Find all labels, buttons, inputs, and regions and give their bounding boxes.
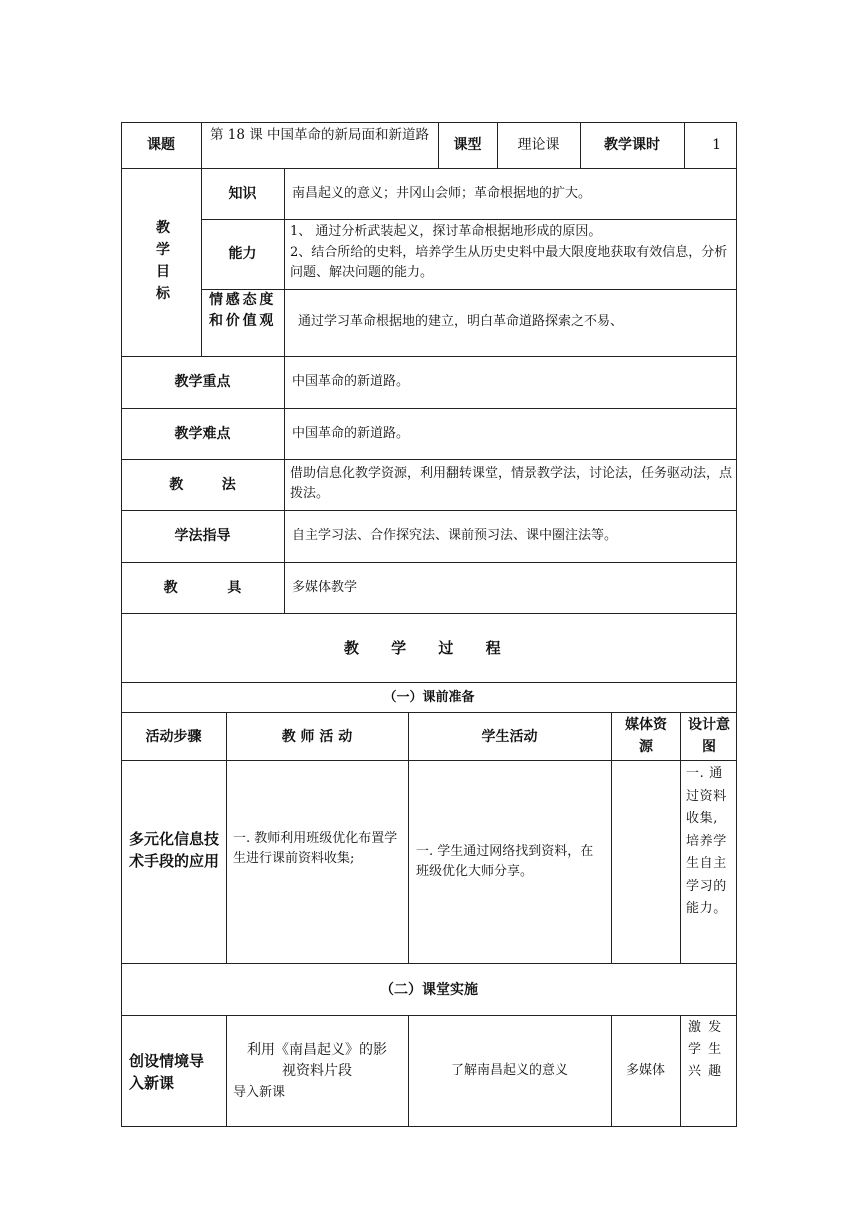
rule	[121, 356, 737, 357]
study-guide-label: 学法指导	[174, 528, 231, 544]
hours-value: 1	[712, 137, 721, 153]
teaching-tools-label: 教 具	[163, 580, 242, 596]
col-step-header: 活动步骤	[145, 729, 202, 745]
topic-value: 第 18 课 中国革命的新局面和新道路	[210, 127, 430, 143]
teaching-method-label: 教 法	[169, 477, 236, 493]
rule	[121, 712, 737, 713]
col-student-header: 学生活动	[481, 729, 538, 745]
key-point-label: 教学重点	[174, 374, 231, 390]
section-2-title: （二）课堂实施	[380, 982, 478, 998]
rule	[121, 963, 737, 964]
rule	[121, 510, 737, 511]
rule	[121, 459, 737, 460]
col-media-header: 媒体资源	[625, 717, 667, 755]
row2-student: 了解南昌起义的意义	[450, 1063, 568, 1078]
difficult-point-value: 中国革命的新道路。	[292, 426, 410, 441]
teaching-tools-value: 多媒体教学	[292, 580, 358, 595]
col-teacher-header: 教 师 活 动	[281, 729, 353, 745]
ability-label: 能力	[228, 246, 257, 262]
row2-teacher-line-1: 利用《南昌起义》的影	[247, 1042, 387, 1058]
emotion-label: 情感态度和价值观	[209, 292, 277, 329]
rule	[680, 712, 681, 963]
row2-media: 多媒体	[625, 1063, 665, 1078]
rule	[121, 408, 737, 409]
col-design-header: 设计意图	[688, 717, 730, 755]
rule	[408, 712, 409, 963]
row1-student: 一. 学生通过网络找到资料，在班级优化大师分享。	[416, 844, 594, 879]
study-guide-value: 自主学习法、合作探究法、课前预习法、课中圈注法等。	[292, 528, 618, 543]
difficult-point-label: 教学难点	[174, 426, 231, 442]
rule	[611, 712, 612, 963]
objectives-label: 教学目标	[156, 220, 170, 302]
row1-design: 一. 通过资料收集, 培养学生自主学习的能力。	[686, 766, 727, 916]
teaching-method-value: 借助信息化教学资源，利用翻转课堂，情景教学法，讨论法，任务驱动法，点拨法。	[290, 466, 733, 501]
knowledge-value: 南昌起义的意义；井冈山会师；革命根据地的扩大。	[292, 186, 592, 201]
rule	[121, 562, 737, 563]
rule	[226, 712, 227, 963]
hours-label: 教学课时	[604, 137, 660, 153]
knowledge-label: 知识	[228, 186, 257, 202]
type-value: 理论课	[517, 137, 560, 153]
topic-label: 课题	[147, 137, 175, 153]
rule	[201, 122, 202, 356]
row2-teacher-line-2: 视资料片段	[282, 1063, 352, 1079]
emotion-value: 通过学习革命根据地的建立，明白革命道路探索之不易、	[298, 314, 624, 329]
row2-step: 创设情境导入新课	[129, 1052, 205, 1092]
row2-teacher-line-3: 导入新课	[233, 1085, 286, 1100]
rule	[284, 168, 285, 613]
rule	[121, 682, 737, 683]
row1-teacher: 一. 教师利用班级优化布置学生进行课前资料收集;	[233, 831, 398, 866]
rule	[680, 1015, 681, 1127]
row1-step: 多元化信息技术手段的应用	[129, 830, 220, 870]
rule	[121, 168, 737, 169]
rule	[201, 219, 737, 220]
process-title: 教 学 过 程	[343, 639, 515, 657]
rule	[121, 1015, 737, 1016]
ability-line-2: 2、结合所给的史料，培养学生从历史史料中最大限度地获取有效信息，分析问题、解决问题的能力。	[290, 245, 728, 280]
section-1-title: （一）课前准备	[383, 690, 475, 705]
rule	[121, 760, 737, 761]
row2-design: 激发学生兴趣	[688, 1020, 729, 1079]
rule	[201, 289, 737, 290]
type-label: 课型	[453, 137, 482, 153]
key-point-value: 中国革命的新道路。	[292, 374, 410, 389]
ability-line-1: 1、 通过分析武装起义，探讨革命根据地形成的原因。	[290, 224, 602, 239]
rule	[121, 613, 737, 614]
